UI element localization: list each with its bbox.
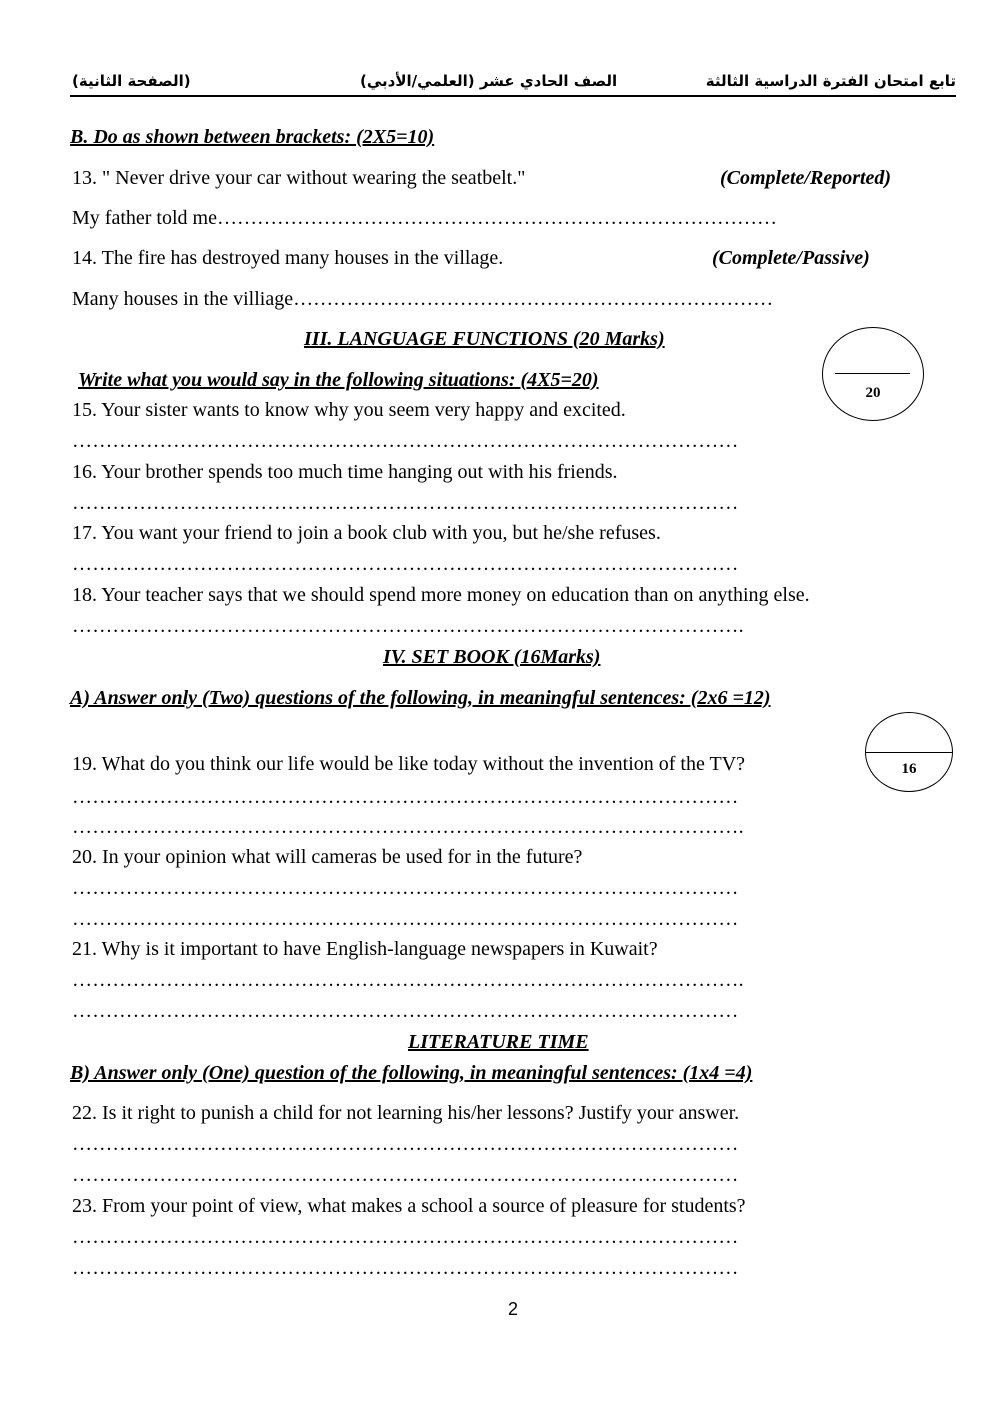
question-18: 18. Your teacher says that we should spend more money on education than on anything else. <box>72 584 810 606</box>
question-14-instruction: (Complete/Passive) <box>712 247 870 269</box>
header-grade: الصف الحادي عشر (العلمي/الأدبي) <box>360 72 618 90</box>
answer-line-17[interactable]: ……………………………………………………………………………………… <box>72 553 739 575</box>
question-19: 19. What do you think our life would be like today without the invention of the TV? <box>72 753 746 775</box>
question-22: 22. Is it right to punish a child for not learning his/her lessons? Justify your answer. <box>72 1102 740 1124</box>
question-23: 23. From your point of view, what makes a school a source of pleasure for students? <box>72 1195 746 1217</box>
header-rule <box>70 95 956 97</box>
set-book-title: IV. SET BOOK (16Marks) <box>383 646 601 668</box>
question-20: 20. In your opinion what will cameras be used for in the future? <box>72 846 583 868</box>
answer-line-22a[interactable]: ……………………………………………………………………………………… <box>72 1133 739 1155</box>
question-17: 17. You want your friend to join a book club with you, but he/she refuses. <box>72 522 661 544</box>
answer-line-19b[interactable]: ………………………………………………………………………………………. <box>72 816 744 838</box>
set-book-instruction: A) Answer only (Two) questions of the following, in meaningful sentences: (2x6 =12) <box>70 687 771 709</box>
literature-instruction: B) Answer only (One) question of the following, in meaningful sentences: (1x4 =4) <box>70 1062 753 1084</box>
literature-title: LITERATURE TIME <box>408 1031 589 1053</box>
answer-line-16[interactable]: ……………………………………………………………………………………… <box>72 492 739 514</box>
language-functions-instruction: Write what you would say in the following situations: (4X5=20) <box>78 369 599 391</box>
score-circle-language <box>822 327 924 421</box>
score-set-book: 16 <box>901 761 917 777</box>
answer-line-20a[interactable]: ……………………………………………………………………………………… <box>72 877 739 899</box>
score-language: 20 <box>865 385 881 401</box>
answer-line-18[interactable]: ………………………………………………………………………………………. <box>72 615 744 637</box>
answer-line-23a[interactable]: ……………………………………………………………………………………… <box>72 1226 739 1248</box>
question-13: 13. " Never drive your car without wearing the seatbelt." <box>72 167 526 189</box>
score-circle-set-book <box>865 712 953 792</box>
answer-line-15[interactable]: ……………………………………………………………………………………… <box>72 430 739 452</box>
answer-line-22b[interactable]: ……………………………………………………………………………………… <box>72 1164 739 1186</box>
header-exam-title: تابع امتحان الفترة الدراسية الثالثة <box>705 72 956 90</box>
header-page-label: (الصفحة الثانية) <box>72 72 191 90</box>
page-number: 2 <box>508 1299 519 1319</box>
question-16: 16. Your brother spends too much time hanging out with his friends. <box>72 461 618 483</box>
answer-line-21a[interactable]: ………………………………………………………………………………………. <box>72 969 744 991</box>
question-13-answer-line[interactable]: My father told me………………………………………………………………………… <box>72 207 777 229</box>
section-b-title: B. Do as shown between brackets: (2X5=10) <box>70 126 435 148</box>
question-21: 21. Why is it important to have English-language newspapers in Kuwait? <box>72 938 658 960</box>
answer-line-21b[interactable]: ……………………………………………………………………………………… <box>72 1000 739 1022</box>
answer-line-23b[interactable]: ……………………………………………………………………………………… <box>72 1257 739 1279</box>
question-14-answer-line[interactable]: Many houses in the villiage……………………………………………………………… <box>72 288 774 310</box>
question-14: 14. The fire has destroyed many houses in the village. <box>72 247 504 269</box>
language-functions-title: III. LANGUAGE FUNCTIONS (20 Marks) <box>304 328 665 350</box>
answer-line-20b[interactable]: ……………………………………………………………………………………… <box>72 908 739 930</box>
question-15: 15. Your sister wants to know why you seem very happy and excited. <box>72 399 626 421</box>
question-13-instruction: (Complete/Reported) <box>720 167 892 189</box>
answer-line-19a[interactable]: ……………………………………………………………………………………… <box>72 786 739 808</box>
